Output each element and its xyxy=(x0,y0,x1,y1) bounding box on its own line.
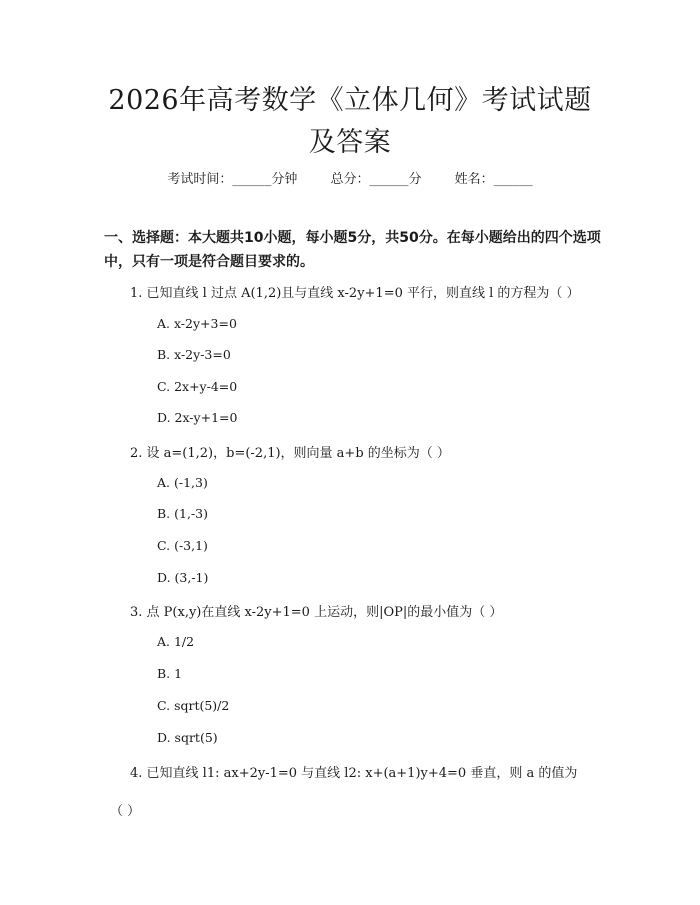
question-2-option-d: D. (3,-1) xyxy=(157,570,209,585)
question-4-answer-blank: （ ） xyxy=(110,804,141,819)
exam-time-label: 考试时间：______分钟 xyxy=(167,172,298,187)
question-2-option-c: C. (-3,1) xyxy=(157,538,208,553)
question-1-option-b: B. x-2y-3=0 xyxy=(157,347,231,362)
question-2-stem: 2. 设 a=(1,2)，b=(-2,1)，则向量 a+b 的坐标为（ ） xyxy=(130,446,450,461)
question-1-stem: 1. 已知直线 l 过点 A(1,2)且与直线 x-2y+1=0 平行，则直线 l 的方程为（ ） xyxy=(130,286,580,301)
question-4-stem: 4. 已知直线 l1: ax+2y-1=0 与直线 l2: x+(a+1)y+4=0 垂直，则 a 的值为 xyxy=(130,766,578,781)
section-heading: 一、选择题：本大题共10小题，每小题5分，共50分。在每小题给出的四个选项中，只有一项是符合题目要求的。 xyxy=(104,230,601,270)
total-score-label: 总分：______分 xyxy=(330,172,422,187)
question-2-option-a: A. (-1,3) xyxy=(157,475,208,490)
exam-meta xyxy=(0,168,700,187)
student-name-label: 姓名：______ xyxy=(454,172,533,187)
question-3-option-b: B. 1 xyxy=(157,666,183,681)
question-3-option-c: C. sqrt(5)/2 xyxy=(157,698,230,713)
question-1-option-a: A. x-2y+3=0 xyxy=(157,316,237,331)
question-3-option-a: A. 1/2 xyxy=(157,634,195,649)
page-title: 2026年高考数学《立体几何》考试试题及答案 xyxy=(108,85,592,158)
question-1-option-c: C. 2x+y-4=0 xyxy=(157,379,238,394)
question-1-option-d: D. 2x-y+1=0 xyxy=(157,410,238,425)
question-3-stem: 3. 点 P(x,y)在直线 x-2y+1=0 上运动，则|OP|的最小值为（ ） xyxy=(130,605,503,620)
question-3-option-d: D. sqrt(5) xyxy=(157,730,218,745)
question-2-option-b: B. (1,-3) xyxy=(157,506,208,521)
